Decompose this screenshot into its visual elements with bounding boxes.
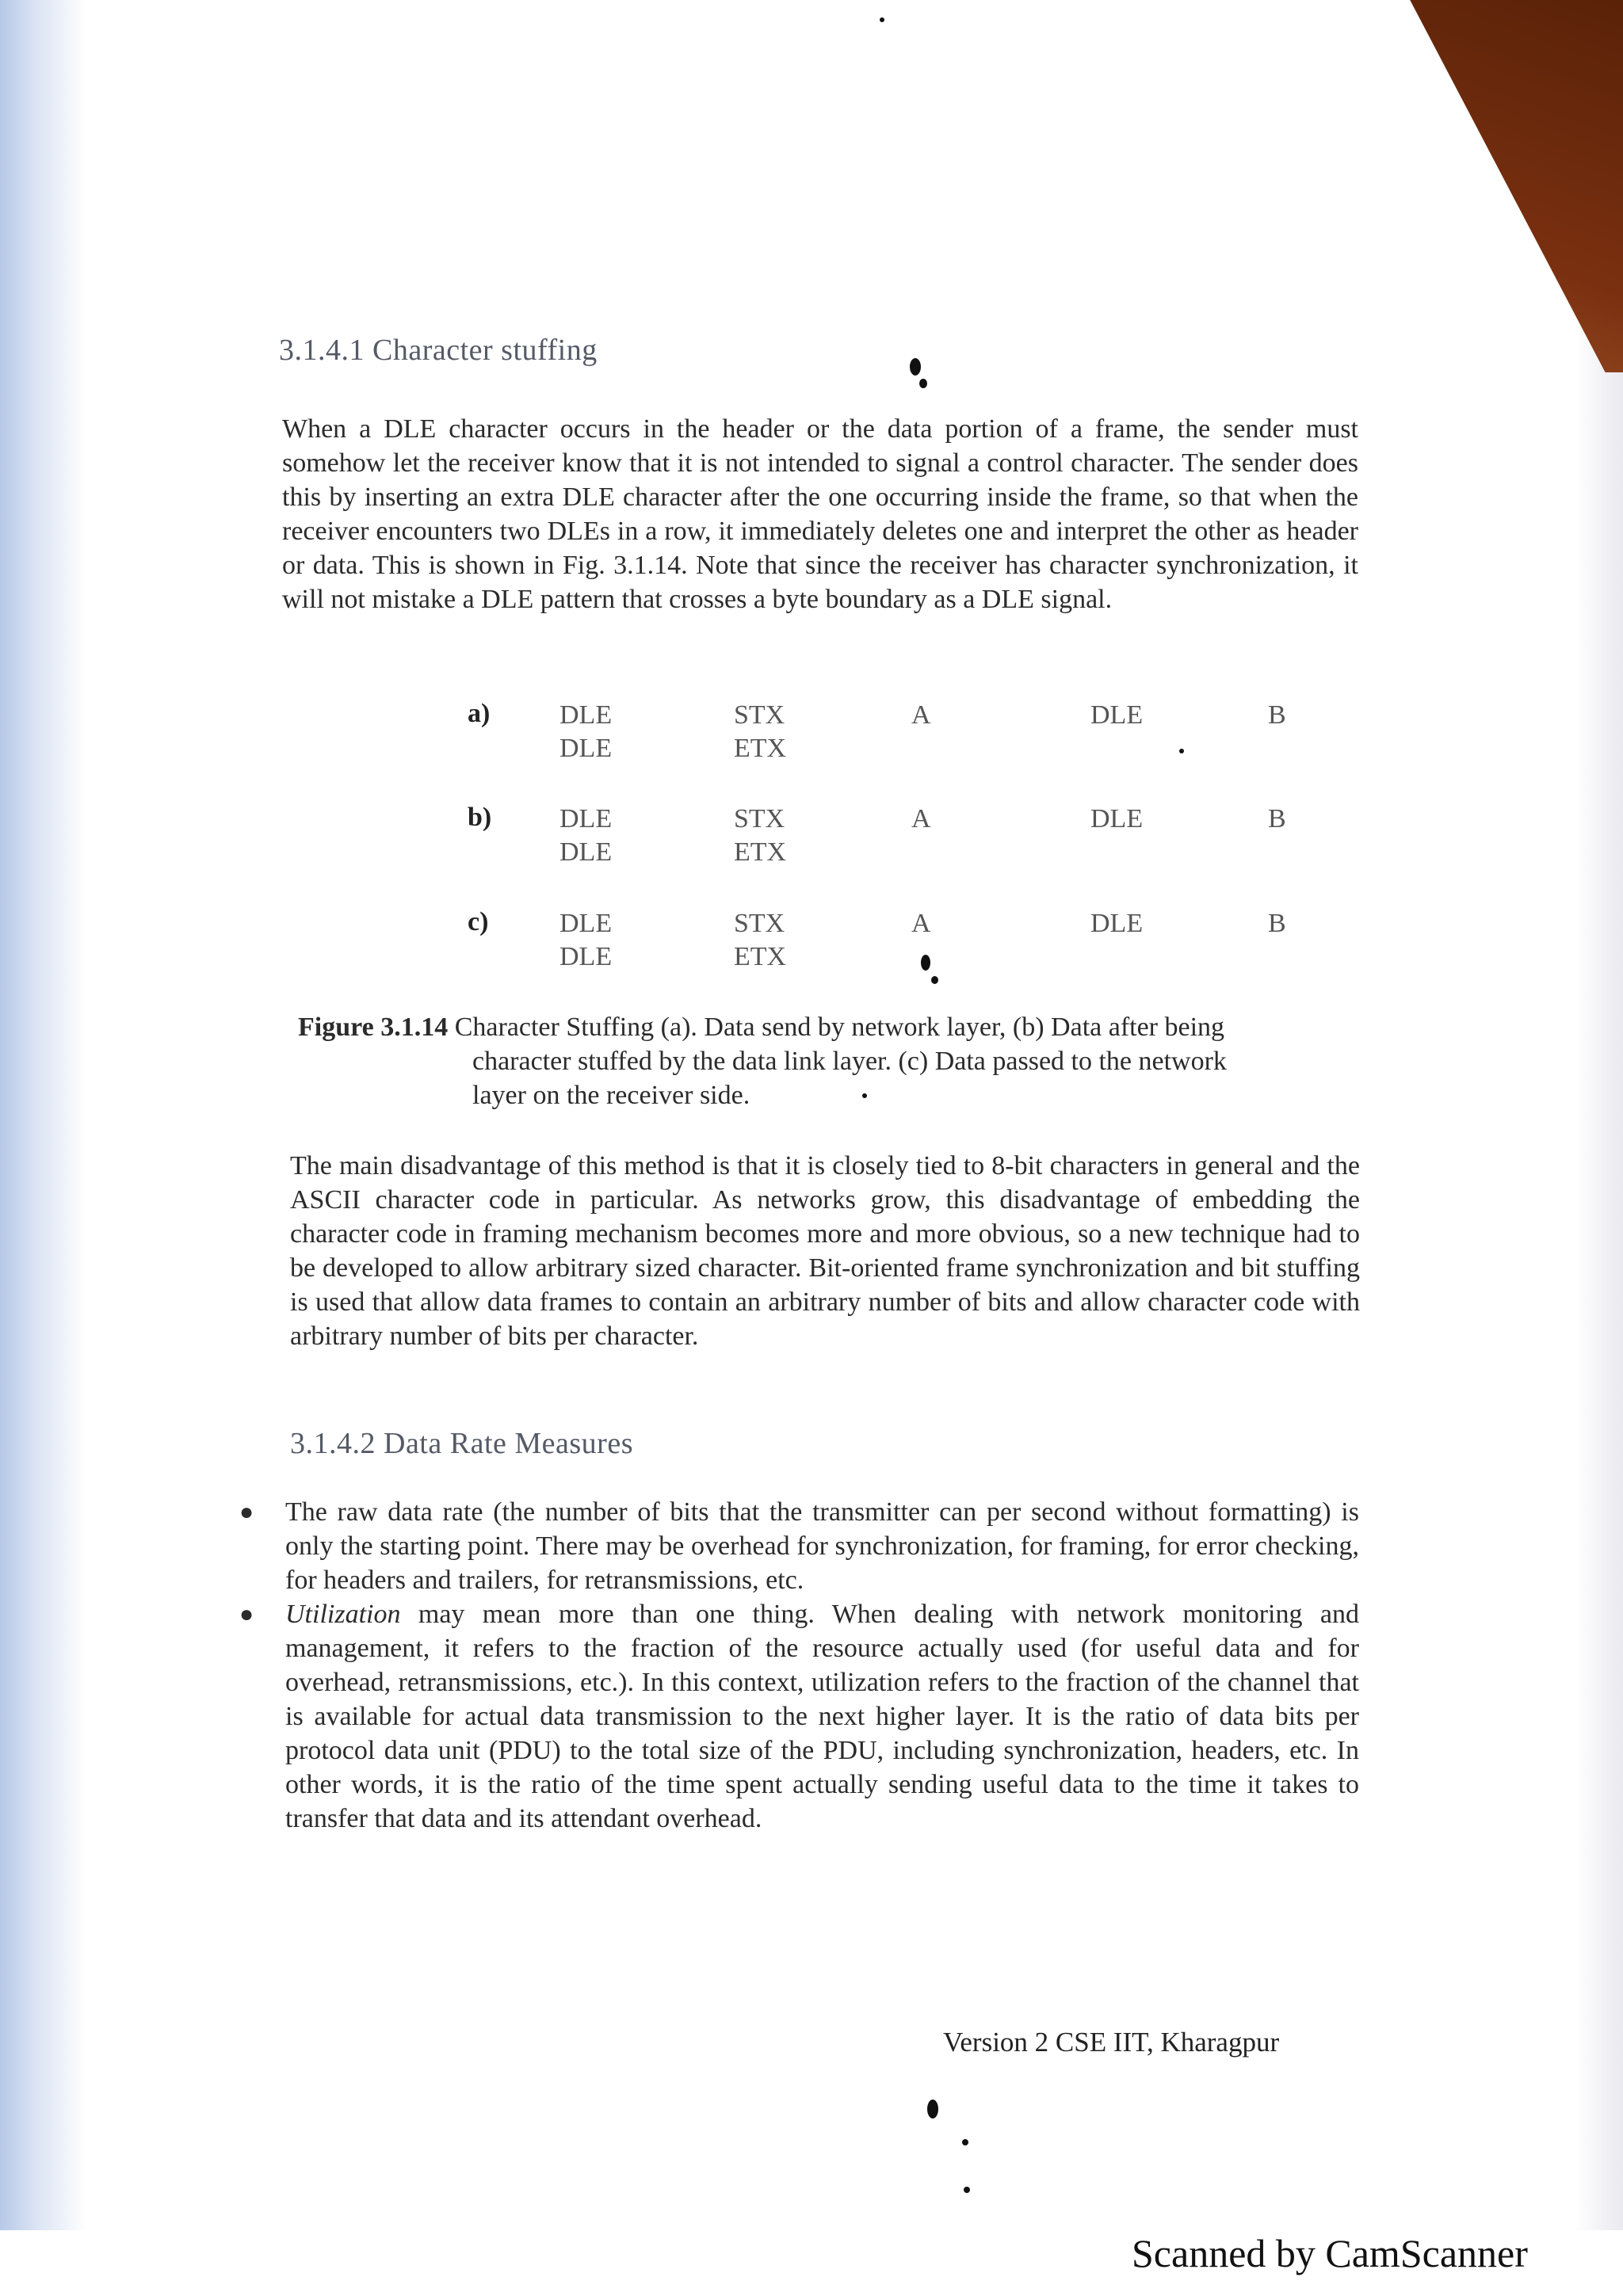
- cell-etx: ETX: [734, 942, 787, 971]
- cell-dle: DLE: [1090, 700, 1144, 730]
- cell-stx: STX: [734, 909, 785, 938]
- scan-speck: [880, 17, 884, 22]
- cell-dle: DLE: [559, 909, 613, 938]
- cell-dle: DLE: [559, 942, 613, 971]
- figure-caption-line1: Character Stuffing (a). Data send by network layer, (b) Data after being: [448, 1013, 1225, 1042]
- cell-etx: ETX: [734, 734, 787, 763]
- cell-dle: DLE: [1090, 804, 1144, 833]
- cell-stx: STX: [734, 804, 785, 833]
- cell-a: A: [911, 804, 931, 833]
- scan-speck: [862, 1093, 867, 1098]
- figure-caption-label: Figure 3.1.14: [298, 1013, 449, 1042]
- utilization-term: Utilization: [285, 1600, 401, 1629]
- scan-speck: [1179, 749, 1184, 753]
- bullet-text: may mean more than one thing. When dealing with network monitoring and management, it refers to the fraction of the resource actually used (for useful data and for overhead, retransmissions, etc.). In this context, utilization refers to the fraction of the channel that is available for actual data transmission to the next higher layer. It is the ratio of data bits per protocol data unit (PDU) to the total size of the PDU, including synchronization, headers, etc. In other words, it is the ratio of the time spent actually sending useful data to the time it takes to transfer that data and its attendant overhead.: [285, 1600, 1359, 1833]
- cell-a: A: [911, 909, 931, 938]
- cell-dle: DLE: [559, 734, 613, 763]
- scan-speck: [964, 2187, 970, 2193]
- cell-b: B: [1268, 909, 1286, 938]
- cell-b: B: [1268, 700, 1286, 730]
- data-rate-bullet-list: [239, 1495, 1359, 1836]
- list-item: [239, 1495, 1359, 1597]
- bullet-icon: ●: [239, 1499, 254, 1525]
- cell-a: A: [911, 700, 931, 730]
- figure-caption: [298, 1010, 1360, 1112]
- cell-etx: ETX: [734, 837, 787, 867]
- paragraph-disadvantage: The main disadvantage of this method is that it is closely tied to 8-bit characters in general and the ASCII character code in particular. As networks grow, this disadvantage of embedding the character code in framing mechanism becomes more and more obvious, so a new technique had to be developed to allow arbitrary sized character. Bit-oriented frame synchronization and bit stuffing is used that allow data frames to contain an arbitrary number of bits and allow character code with arbitrary number of bits per character.: [290, 1151, 1360, 1351]
- scan-speck: [962, 2139, 968, 2145]
- page-footer: Version 2 CSE IIT, Kharagpur: [943, 2027, 1280, 2058]
- section-heading-character-stuffing: 3.1.4.1 Character stuffing: [279, 334, 598, 367]
- row-label: a): [468, 699, 491, 728]
- figure-caption-line3: layer on the receiver side.: [472, 1081, 750, 1110]
- scan-speck: [927, 2100, 938, 2119]
- scanner-watermark: Scanned by CamScanner: [1132, 2231, 1528, 2275]
- scan-speck: [931, 976, 938, 984]
- bullet-text: The raw data rate (the number of bits that the transmitter can per second without formatting) is only the starting point. There may be overhead for synchronization, for framing, for error checking, for headers and trailers, for retransmissions, etc.: [285, 1497, 1359, 1595]
- folded-corner: [1179, 0, 1623, 372]
- row-label: b): [468, 803, 492, 832]
- figure-caption-line2: character stuffed by the data link layer. (c) Data passed to the network: [472, 1047, 1227, 1076]
- list-item: [239, 1597, 1359, 1836]
- cell-dle: DLE: [559, 700, 613, 730]
- cell-dle: DLE: [559, 837, 613, 867]
- bullet-icon: ●: [239, 1601, 254, 1627]
- scan-left-edge: [0, 0, 87, 2234]
- section-heading-data-rate-measures: 3.1.4.2 Data Rate Measures: [290, 1427, 633, 1460]
- scan-speck: [921, 955, 930, 971]
- cell-b: B: [1268, 804, 1286, 833]
- cell-stx: STX: [734, 700, 785, 730]
- paragraph-character-stuffing: When a DLE character occurs in the header or the data portion of a frame, the sender must somehow let the receiver know that it is not intended to signal a control character. The sender does this by inserting an extra DLE character after the one occurring inside the frame, so that when the receiver encounters two DLEs in a row, it immediately deletes one and interpret the other as header or data. This is shown in Fig. 3.1.14. Note that since the receiver has character synchronization, it will not mistake a DLE pattern that crosses a byte boundary as a DLE signal.: [282, 414, 1358, 614]
- scan-speck: [919, 379, 927, 388]
- cell-dle: DLE: [559, 804, 613, 833]
- scan-speck: [910, 358, 921, 376]
- cell-dle: DLE: [1090, 909, 1144, 938]
- row-label: c): [468, 907, 489, 936]
